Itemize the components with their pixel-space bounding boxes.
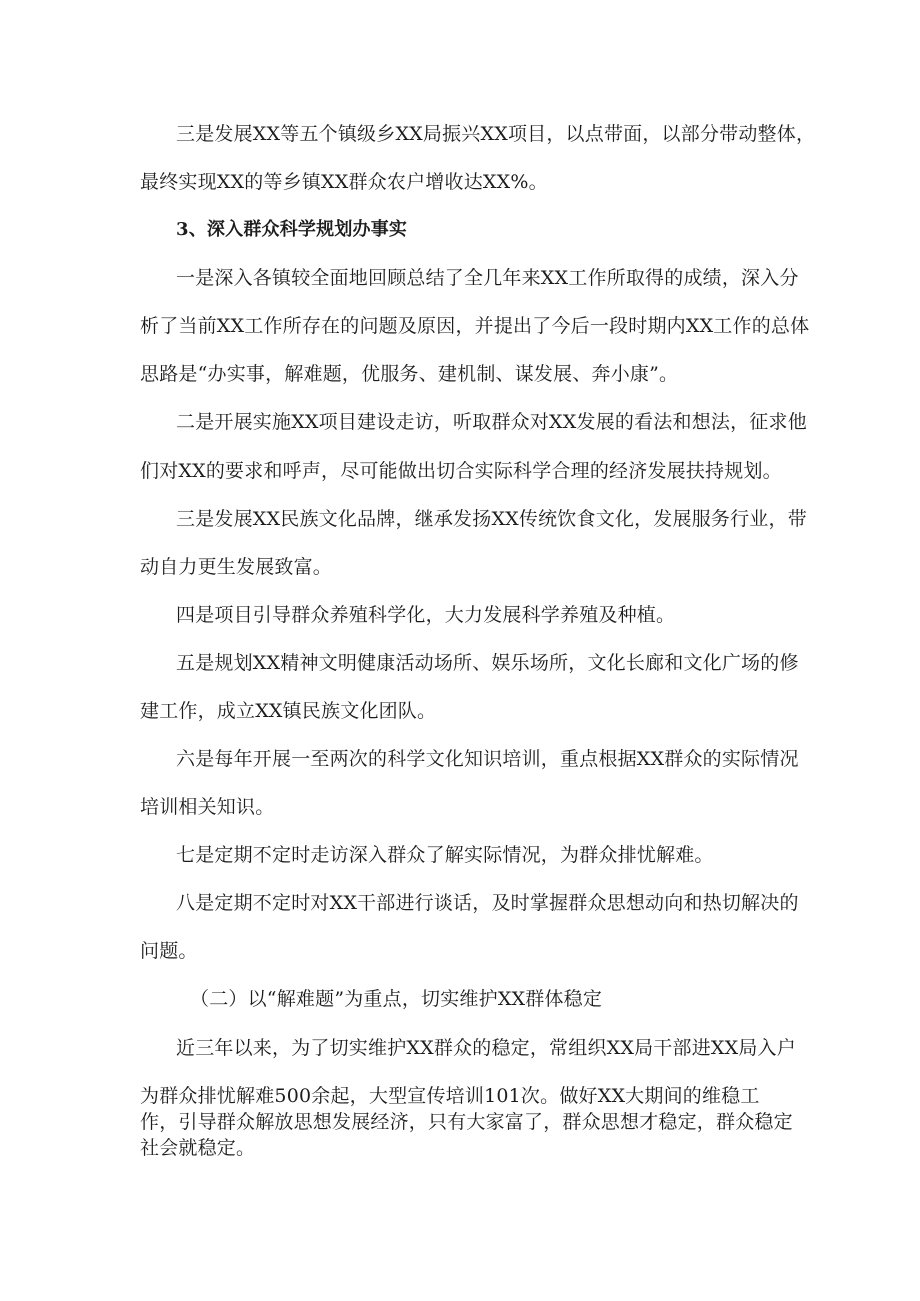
- paragraph-line: 八是定期不定时对XX干部进行谈话，及时掌握群众思想动向和热切解决的: [176, 892, 799, 914]
- paragraph-line: 六是每年开展一至两次的科学文化知识培训，重点根据XX群众的实际情况: [176, 748, 799, 770]
- paragraph-line: 三是发展XX等五个镇级乡XX局振兴XX项目，以点带面，以部分带动整体，: [176, 123, 816, 145]
- paragraph-line: 二是开展实施XX项目建设走访，听取群众对XX发展的看法和想法，征求他: [176, 411, 807, 433]
- paragraph-line: 四是项目引导群众养殖科学化，大力发展科学养殖及种植。: [176, 604, 676, 626]
- paragraph-line: 为群众排忧解难500余起，大型宣传培训101次。做好XX大期间的维稳工: [140, 1085, 760, 1107]
- paragraph-line: 近三年以来，为了切实维护XX群众的稳定，常组织XX局干部进XX局入户: [176, 1037, 796, 1059]
- paragraph-line: 析了当前XX工作所存在的问题及原因，并提出了今后一段时期内XX工作的总体: [140, 315, 810, 337]
- paragraph-line: 培训相关知识。: [140, 796, 275, 818]
- paragraph-line: 一是深入各镇较全面地回顾总结了全几年来XX工作所取得的成绩，深入分: [176, 267, 799, 289]
- paragraph-line: 思路是“办实事，解难题，优服务、建机制、谋发展、奔小康”。: [140, 363, 679, 385]
- paragraph-line: 三是发展XX民族文化品牌，继承发扬XX传统饮食文化，发展服务行业，带: [176, 508, 807, 530]
- section-heading: 3、深入群众科学规划办事实: [176, 219, 408, 240]
- paragraph-line: 问题。: [140, 940, 198, 962]
- paragraph-line: 建工作，成立XX镇民族文化团队。: [140, 700, 437, 722]
- paragraph-line: 最终实现XX的等乡镇XX群众农户增收达XX%。: [140, 171, 548, 193]
- paragraph-line: 们对XX的要求和呼声，尽可能做出切合实际科学合理的经济发展扶持规划。: [140, 460, 782, 482]
- paragraph-line: 社会就稳定。: [140, 1137, 256, 1159]
- paragraph-line: 五是规划XX精神文明健康活动场所、娱乐场所，文化长廊和文化广场的修: [176, 652, 799, 674]
- section-heading: （二）以“解难题”为重点，切实维护XX群体稳定: [190, 988, 603, 1010]
- paragraph-line: 动自力更生发展致富。: [140, 556, 333, 578]
- paragraph-line: 七是定期不定时走访深入群众了解实际情况，为群众排忧解难。: [176, 844, 714, 866]
- paragraph-line: 作，引导群众解放思想发展经济，只有大家富了，群众思想才稳定，群众稳定: [140, 1111, 793, 1133]
